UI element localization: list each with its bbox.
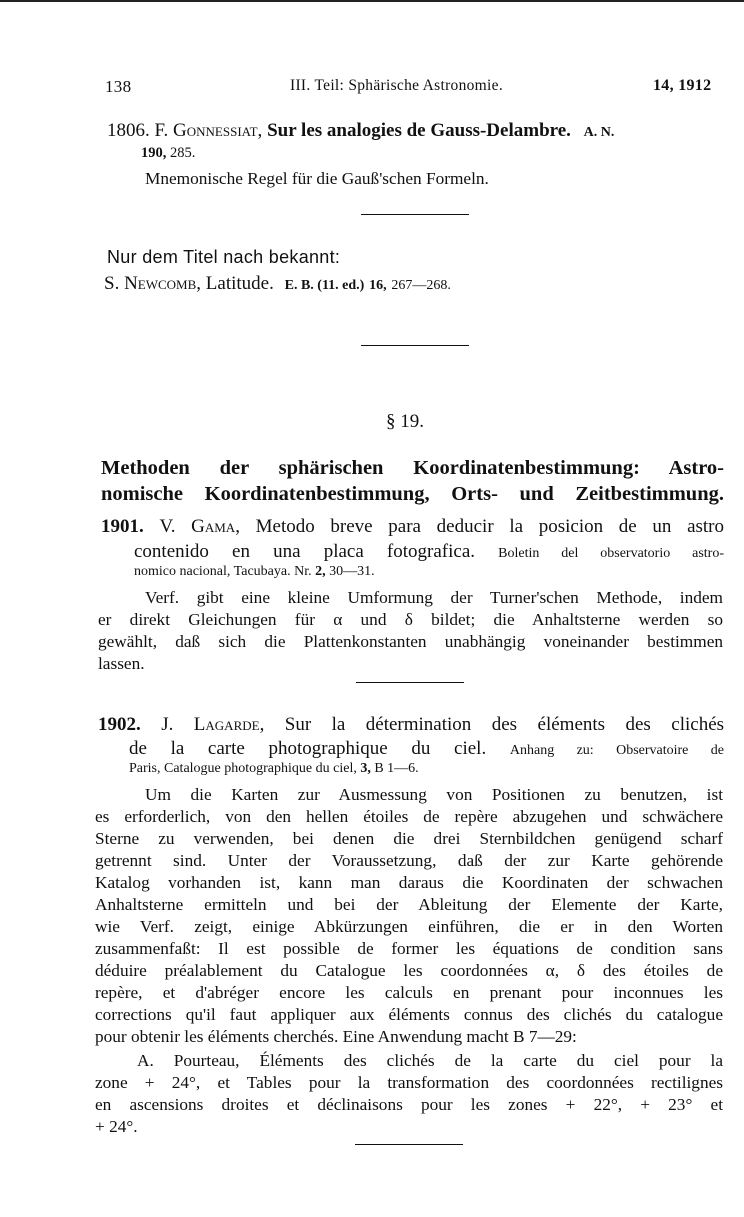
- entry-source-cont: Paris, Catalogue photographique du ciel,: [129, 761, 357, 776]
- separator-rule: [356, 682, 464, 683]
- entry-title: Sur la détermination des éléments des clichés: [284, 714, 725, 735]
- entry-title-cont: de la carte photographique du ciel.: [129, 738, 487, 759]
- entry-1902-body-line: corrections qu'il faut appliquer aux éléments connus des clichés du catalogue: [95, 1005, 723, 1024]
- known-source: E. B. (11. ed.): [284, 278, 365, 293]
- section-title-line-2: nomische Koordinatenbestimmung, Orts- und Zeitbestimmung.: [101, 483, 724, 505]
- entry-1902-body-line: pour obtenir les éléments cherchés. Eine Anwendung macht B 7—29:: [95, 1027, 577, 1046]
- part-title: III. Teil: Sphärische Astronomie.: [290, 77, 504, 94]
- entry-volume: 3,: [360, 761, 371, 776]
- entry-1902-body-line: déduire préalablement du Catalogue les coordonnées α, δ des étoiles de: [95, 961, 723, 980]
- entry-nr: Nr.: [294, 564, 312, 579]
- entry-title-cont: contenido en una placa fotografica.: [134, 541, 476, 562]
- entry-title: Metodo breve para deducir la posicion de un astro: [255, 516, 725, 537]
- page-top-border: [0, 0, 744, 2]
- entry-1902-sub-line: + 24°.: [95, 1117, 138, 1136]
- entry-source: Anhang zu: Observatoire de: [509, 743, 725, 758]
- entry-volume: 190,: [141, 145, 167, 161]
- known-author: S. Newcomb,: [104, 273, 202, 294]
- entry-1901-summary-line: er direkt Gleichungen für α und δ bildet; die Anhaltsterne werden so: [98, 610, 723, 629]
- entry-pages: 285.: [170, 145, 196, 161]
- volume-year: 14, 1912: [653, 77, 712, 94]
- entry-journal: A. N.: [583, 125, 615, 140]
- entry-author: J. Lagarde,: [161, 714, 265, 735]
- entry-1806-summary: Mnemonische Regel für die Gauß'schen Formeln.: [145, 169, 489, 188]
- known-heading: Nur dem Titel nach bekannt:: [107, 247, 341, 267]
- entry-1901-summary-line: lassen.: [98, 654, 145, 673]
- section-number: § 19.: [386, 411, 424, 432]
- known-pages: 267—268.: [391, 278, 451, 293]
- entry-1901-reference: [134, 564, 375, 580]
- entry-1902-body-line: wie Verf. zeigt, einige Abkürzungen einführen, die er in den Worten: [95, 917, 723, 936]
- separator-rule: [361, 345, 469, 346]
- entry-1902-title-line-2: [129, 737, 724, 763]
- entry-1901-summary-line: Verf. gibt eine kleine Umformung der Turner'schen Methode, indem: [145, 588, 723, 607]
- entry-1901-summary-line: gewählt, daß sich die Plattenkonstanten unabhängig voneinander bestimmen: [98, 632, 723, 651]
- entry-1902-sub-line: zone + 24°, et Tables pour la transformation des coordonnées rectilignes: [95, 1073, 723, 1092]
- entry-pages: B 1—6.: [374, 761, 419, 776]
- entry-1902-body-line: Katalog vorhanden ist, kann man daraus die Koordinaten der schwachen: [95, 873, 723, 892]
- entry-1901-title-line-1: [101, 515, 724, 539]
- known-volume: 16,: [369, 278, 387, 293]
- entry-1902-body-line: Sterne zu verwenden, bei denen die drei Sternbildchen genügend scharf: [95, 829, 723, 848]
- entry-1902-body-line: Um die Karten zur Ausmessung von Positionen zu benutzen, ist: [145, 785, 723, 804]
- entry-title: Sur les analogies de Gauss-Delambre.: [267, 120, 571, 141]
- entry-number: 1806.: [107, 120, 150, 141]
- entry-1902-body-line: zusammenfaßt: Il est possible de former les équations de condition sans: [95, 939, 723, 958]
- entry-journal-cont: nomico nacional, Tacubaya.: [134, 564, 291, 579]
- entry-1902-reference: [129, 761, 419, 777]
- entry-1901-title-line-2: [134, 540, 724, 566]
- entry-journal: Boletin del observatorio astro-: [498, 546, 724, 561]
- section-title-line-1: Methoden der sphärischen Koordinatenbestimmung: Astro-: [101, 457, 724, 479]
- entry-1902-body-line: es erforderlich, von den hellen étoiles de repère abzugehen und schwächere: [95, 807, 723, 826]
- entry-1806-reference: [141, 145, 195, 162]
- entry-1902-body-line: getrennt sind. Unter der Voraussetzung, daß der zur Karte gehörende: [95, 851, 723, 870]
- entry-1902-title-line-1: [98, 713, 724, 737]
- entry-number: 1902.: [98, 714, 141, 735]
- entry-1902-sub-line: en ascensions droites et déclinaisons pour les zones + 22°, + 23° et: [95, 1095, 723, 1114]
- entry-number: 1901.: [101, 516, 144, 537]
- separator-rule: [355, 1144, 463, 1145]
- entry-1806-title: [107, 119, 727, 145]
- entry-author: F. Gonnessiat,: [154, 120, 263, 141]
- entry-pages: 30—31.: [329, 564, 375, 579]
- separator-rule: [361, 214, 469, 215]
- known-title: Latitude.: [205, 273, 274, 294]
- entry-1902-body-line: Anhaltsterne ermitteln und bei der Ableitung der Elemente der Karte,: [95, 895, 723, 914]
- page-number: 138: [105, 77, 132, 96]
- entry-nr-value: 2,: [315, 564, 326, 579]
- entry-1902-sub-line: A. Pourteau, Éléments des clichés de la carte du ciel pour la: [137, 1051, 723, 1070]
- entry-1902-body-line: repère, et d'abréger encore les calculs en prenant pour inconnues les: [95, 983, 723, 1002]
- entry-author: V. Gama,: [159, 516, 240, 537]
- known-entry: [104, 272, 744, 298]
